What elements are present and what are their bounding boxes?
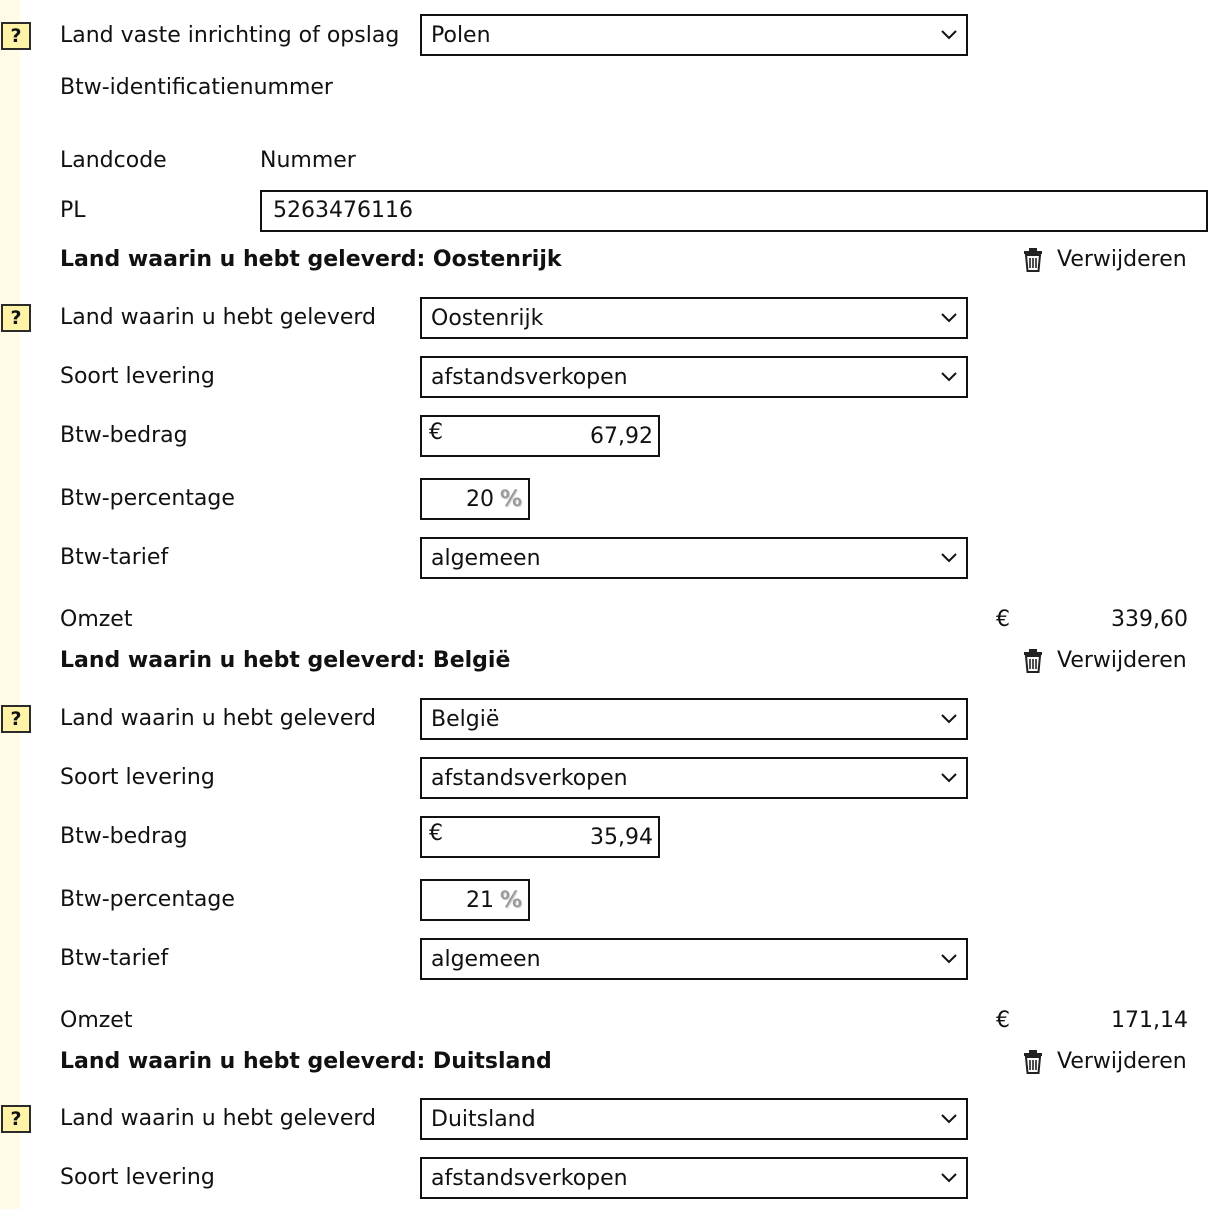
chevron-down-icon (940, 772, 958, 784)
delivered-country-select[interactable] (420, 297, 968, 339)
delivered-country-value: Oostenrijk (431, 306, 544, 331)
delivery-type-label: Soort levering (60, 1165, 215, 1190)
turnover-value: 339,60 (1111, 607, 1188, 632)
vat-amount-input[interactable] (420, 415, 660, 457)
remove-label: Verwijderen (1057, 648, 1187, 673)
vat-rate-select[interactable] (420, 537, 968, 579)
vat-rate-select[interactable] (420, 938, 968, 980)
vat-id-label: Btw-identificatienummer (60, 75, 333, 100)
delivery-type-value: afstandsverkopen (431, 1166, 628, 1191)
fixed-establishment-label: Land vaste inrichting of opslag (60, 23, 400, 48)
delivered-country-value: België (431, 707, 500, 732)
currency-symbol: € (429, 420, 443, 445)
country-code-value: PL (60, 198, 86, 223)
delivered-country-label: Land waarin u hebt geleverd (60, 1106, 377, 1131)
turnover-label: Omzet (60, 1008, 133, 1033)
delivered-country-select[interactable] (420, 1098, 968, 1140)
vat-amount-label: Btw-bedrag (60, 824, 188, 849)
vat-percentage-input[interactable] (420, 879, 530, 921)
vat-rate-value: algemeen (431, 546, 541, 571)
delivery-type-value: afstandsverkopen (431, 766, 628, 791)
delivered-country-value: Duitsland (431, 1107, 536, 1132)
delivery-type-select[interactable] (420, 356, 968, 398)
delivered-country-label: Land waarin u hebt geleverd (60, 706, 377, 731)
country-code-header: Landcode (60, 148, 167, 173)
vat-percentage-label: Btw-percentage (60, 486, 235, 511)
chevron-down-icon (940, 552, 958, 564)
fixed-establishment-value: Polen (431, 23, 491, 48)
help-column-background (0, 0, 20, 1209)
help-button[interactable]: ? (1, 705, 31, 733)
number-header: Nummer (260, 148, 356, 173)
vat-amount-value: 67,92 (590, 424, 653, 449)
delivery-heading: Land waarin u hebt geleverd: Duitsland (60, 1049, 552, 1074)
delivery-type-label: Soort levering (60, 765, 215, 790)
delivery-type-select[interactable] (420, 757, 968, 799)
chevron-down-icon (940, 713, 958, 725)
chevron-down-icon (940, 1113, 958, 1125)
delivery-type-label: Soort levering (60, 364, 215, 389)
trash-icon (1022, 649, 1044, 673)
percent-icon: % (499, 487, 522, 512)
vat-amount-value: 35,94 (590, 825, 653, 850)
delivery-heading: Land waarin u hebt geleverd: Oostenrijk (60, 247, 562, 272)
help-button[interactable]: ? (1, 304, 31, 332)
remove-label: Verwijderen (1057, 247, 1187, 272)
remove-label: Verwijderen (1057, 1049, 1187, 1074)
delivery-type-value: afstandsverkopen (431, 365, 628, 390)
chevron-down-icon (940, 1172, 958, 1184)
vat-rate-label: Btw-tarief (60, 545, 169, 570)
currency-symbol: € (429, 821, 443, 846)
chevron-down-icon (940, 29, 958, 41)
help-button[interactable]: ? (1, 22, 31, 50)
vat-amount-label: Btw-bedrag (60, 423, 188, 448)
trash-icon (1022, 248, 1044, 272)
delivery-type-select[interactable] (420, 1157, 968, 1199)
chevron-down-icon (940, 953, 958, 965)
percent-icon: % (499, 888, 522, 913)
vat-percentage-label: Btw-percentage (60, 887, 235, 912)
help-button[interactable]: ? (1, 1105, 31, 1133)
vat-rate-value: algemeen (431, 947, 541, 972)
turnover-currency: € (996, 1008, 1010, 1033)
vat-number-input[interactable] (260, 190, 1208, 232)
vat-amount-input[interactable] (420, 816, 660, 858)
turnover-label: Omzet (60, 607, 133, 632)
turnover-value: 171,14 (1111, 1008, 1188, 1033)
vat-percentage-value: 20 (466, 487, 494, 512)
delivered-country-label: Land waarin u hebt geleverd (60, 305, 377, 330)
vat-number-value: 5263476116 (273, 198, 413, 223)
trash-icon (1022, 1050, 1044, 1074)
chevron-down-icon (940, 312, 958, 324)
vat-percentage-value: 21 (466, 888, 494, 913)
vat-rate-label: Btw-tarief (60, 946, 169, 971)
vat-percentage-input[interactable] (420, 478, 530, 520)
fixed-establishment-select[interactable] (420, 14, 968, 56)
delivery-heading: Land waarin u hebt geleverd: België (60, 648, 511, 673)
chevron-down-icon (940, 371, 958, 383)
delivered-country-select[interactable] (420, 698, 968, 740)
turnover-currency: € (996, 607, 1010, 632)
